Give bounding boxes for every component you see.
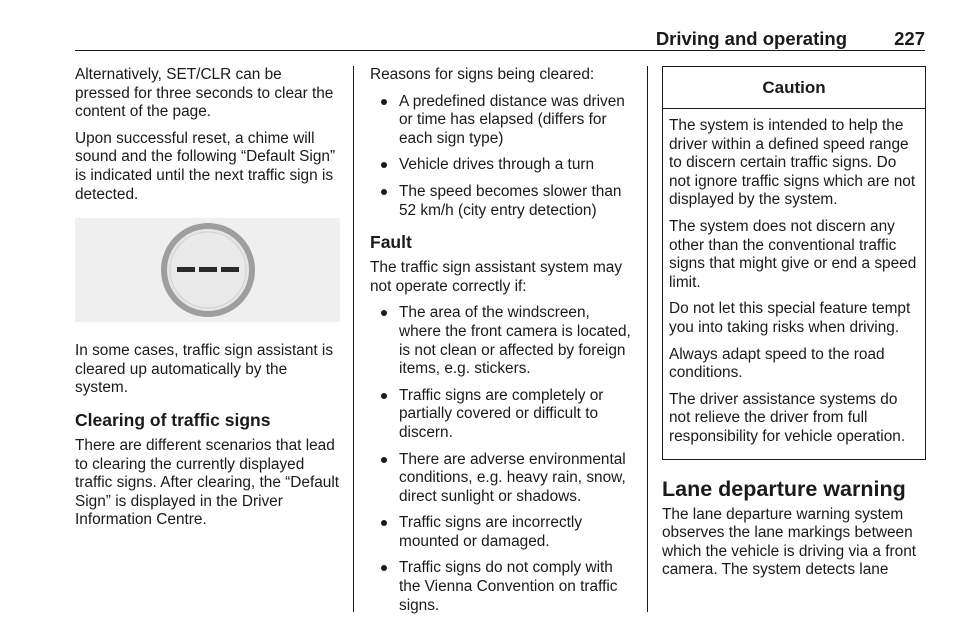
column-left <box>75 66 340 538</box>
list-item: Traffic signs are completely or partially covered or difficult to discern. <box>370 387 634 443</box>
caution-paragraph: Always adapt speed to the road conditions. <box>669 345 885 382</box>
caution-paragraph: The driver assistance systems do not relieve the driver from full responsibility for vehicle operation. <box>669 390 906 445</box>
list-item: Vehicle drives through a turn <box>370 156 634 175</box>
list-item: The speed becomes slower than 52 km/h (city entry detection) <box>370 183 634 220</box>
list-item: A predefined distance was driven or time has elapsed (differs for each sign type) <box>370 93 634 149</box>
paragraph-auto-clear: In some cases, traffic sign assistant is cleared up automatically by the system. <box>75 342 334 397</box>
heading-fault: Fault <box>370 232 412 253</box>
list-item: There are adverse environmental conditions, e.g. heavy rain, snow, direct sunlight or shadows. <box>370 451 634 507</box>
paragraph-lane-departure: The lane departure warning system observes the lane markings between which the vehicle is driving via a front camera. The system detects lane <box>662 505 917 579</box>
section-title: Driving and operating <box>655 28 847 49</box>
faults-list <box>370 304 634 615</box>
paragraph-clearing: There are different scenarios that lead to clearing the currently displayed traffic signs. After clearing, the “Default Sign” is displayed in the Driver Information Centre. <box>75 436 340 529</box>
column-middle <box>370 66 634 623</box>
paragraph-reset: Alternatively, SET/CLR can be pressed for three seconds to clear the content of the page. <box>75 66 334 121</box>
caution-title: Caution <box>663 67 925 109</box>
caution-paragraph: The system does not discern any other than the conventional traffic signs that might give or end a speed limit. <box>669 217 917 291</box>
caution-paragraph: The system is intended to help the driver within a defined speed range to discern certain traffic signs. Do not ignore traffic signs which are not displayed by the system. <box>669 117 916 209</box>
caution-paragraph: Do not let this special feature tempt you into taking risks when driving. <box>669 300 911 336</box>
paragraph-default-sign: Upon successful reset, a chime will sound and the following “Default Sign” is indicated until the next traffic sign is detected. <box>75 129 336 203</box>
heading-clearing-signs: Clearing of traffic signs <box>75 409 271 430</box>
list-item: The area of the windscreen, where the front camera is located, is not clean or affected by foreign items, e.g. stickers. <box>370 304 634 378</box>
caution-body <box>663 109 925 459</box>
column-right <box>662 66 926 588</box>
paragraph-reasons-intro: Reasons for signs being cleared: <box>370 66 595 83</box>
paragraph-fault-intro: The traffic sign assistant system may not operate correctly if: <box>370 259 623 295</box>
default-sign-illustration <box>75 218 340 322</box>
caution-box <box>662 66 926 460</box>
heading-lane-departure: Lane departure warning <box>662 476 906 501</box>
page-number: 227 <box>894 28 925 49</box>
list-item: Traffic signs are incorrectly mounted or damaged. <box>370 514 634 551</box>
list-item: Traffic signs do not comply with the Vienna Convention on traffic signs. <box>370 559 634 615</box>
column-divider-left <box>353 66 354 612</box>
reasons-list <box>370 93 634 221</box>
page-header <box>75 28 925 51</box>
column-divider-right <box>647 66 648 612</box>
default-sign-icon <box>160 222 256 318</box>
